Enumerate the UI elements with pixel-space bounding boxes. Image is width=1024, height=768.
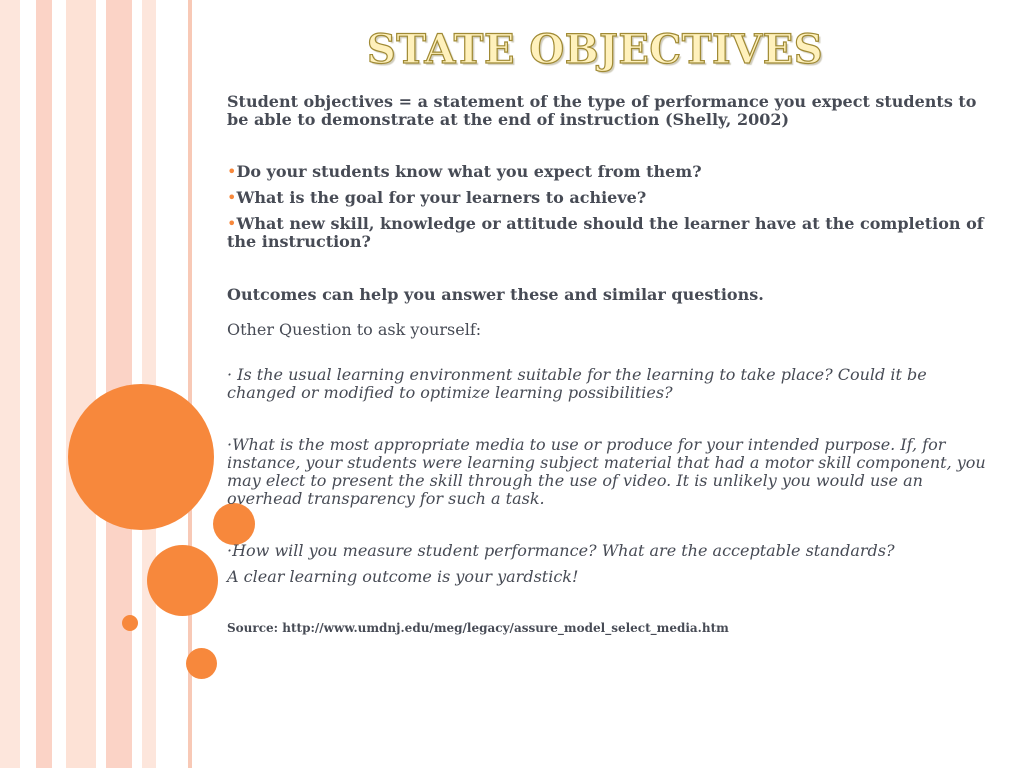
bullet-text: Do your students know what you expect from them? [236,162,702,181]
bullet-item [227,189,997,207]
yardstick-text: A clear learning outcome is your yardstick! [227,567,579,586]
question-item: · Is the usual learning environment suitable for the learning to take place? Could it be changed or modified to optimize learning possibilities? [227,365,927,402]
slide-title: STATE OBJECTIVES [366,26,824,73]
definition-text: Student objectives = a statement of the type of performance you expect students to be able to demonstrate at the end of instruction (Shelly, 2002) [227,92,977,129]
bullet-icon: • [227,188,237,207]
decorative-stripes [0,0,200,768]
bullet-icon: • [227,162,237,181]
decorative-circle-large [68,384,214,530]
stripe [36,0,52,768]
decorative-circle-tiny [122,615,138,631]
source-citation: Source: http://www.umdnj.edu/meg/legacy/assure_model_select_media.htm [227,621,729,635]
question-item: ·What is the most appropriate media to use or produce for your intended purpose. If, for instance, your students were learning subject material that had a motor skill component, you may elect to present the skill through the use of video. It is unlikely you would use an overhead transparency for such a task. [227,435,986,508]
other-questions-heading: Other Question to ask yourself: [227,320,482,339]
bullet-item [227,215,997,251]
bullet-item [227,163,997,181]
decorative-circle-medium [147,545,218,616]
outcomes-text: Outcomes can help you answer these and similar questions. [227,285,764,304]
stripe [0,0,20,768]
bullet-text: What new skill, knowledge or attitude should the learner have at the completion of the instruction? [227,214,984,251]
bullet-icon: • [227,214,237,233]
decorative-circle-small [186,648,217,679]
decorative-circle-small [213,503,255,545]
stripe [66,0,96,768]
question-item: ·How will you measure student performance? What are the acceptable standards? [227,541,895,560]
bullet-text: What is the goal for your learners to achieve? [236,188,647,207]
